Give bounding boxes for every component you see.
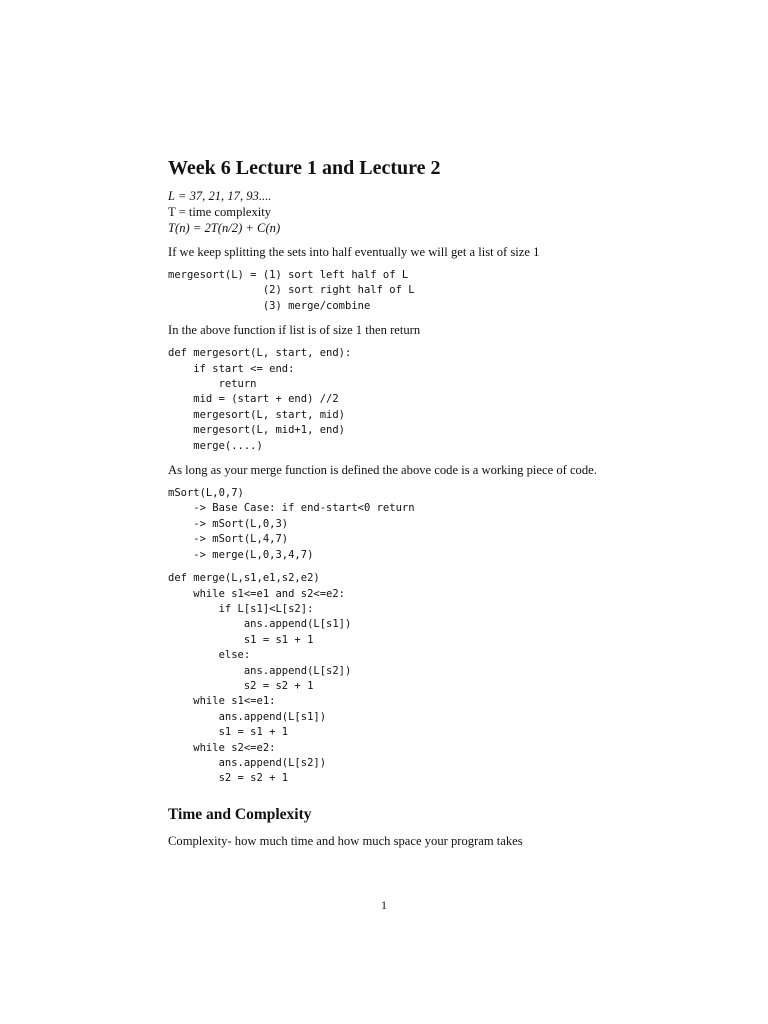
merge-note-paragraph: As long as your merge function is defined the above code is a working piece of code. bbox=[168, 463, 597, 478]
time-complexity-definition: T = time complexity bbox=[168, 205, 272, 219]
base-case-paragraph: In the above function if list is of size 1 then return bbox=[168, 323, 421, 338]
mergesort-outline-code: mergesort(L) = (1) sort left half of L (2) sort right half of L (3) merge/combine bbox=[168, 269, 415, 312]
merge-function-code: def merge(L,s1,e1,s2,e2) while s1<=e1 and s2<=e2: if L[s1]<L[s2]: ans.append(L[s1]) s1 = s1 + 1 else: ans.append(L[s2]) s2 = s2 + 1 while s1<=e1: ans.append(L[s1]) s1 = s1 + 1 while s2<=e2: ans.append(L[s2]) s2 = s2 + 1 bbox=[168, 572, 352, 785]
document-content bbox=[168, 154, 608, 849]
list-definition: L = 37, 21, 17, 93.... bbox=[168, 189, 272, 203]
msort-trace-code: mSort(L,0,7) -> Base Case: if end-start<0 return -> mSort(L,0,3) -> mSort(L,4,7) -> merge(L,0,3,4,7) bbox=[168, 487, 415, 561]
complexity-paragraph: Complexity- how much time and how much space your program takes bbox=[168, 833, 523, 848]
splitting-paragraph: If we keep splitting the sets into half eventually we will get a list of size 1 bbox=[168, 245, 540, 259]
mergesort-function-code: def mergesort(L, start, end): if start <= end: return mid = (start + end) //2 mergesort(L, start, mid) mergesort(L, mid+1, end) merge(....) bbox=[168, 347, 352, 452]
page-number: 1 bbox=[381, 898, 387, 912]
page-title: Week 6 Lecture 1 and Lecture 2 bbox=[168, 157, 441, 179]
section-title: Time and Complexity bbox=[168, 805, 312, 823]
recurrence-relation: T(n) = 2T(n/2) + C(n) bbox=[168, 221, 281, 235]
